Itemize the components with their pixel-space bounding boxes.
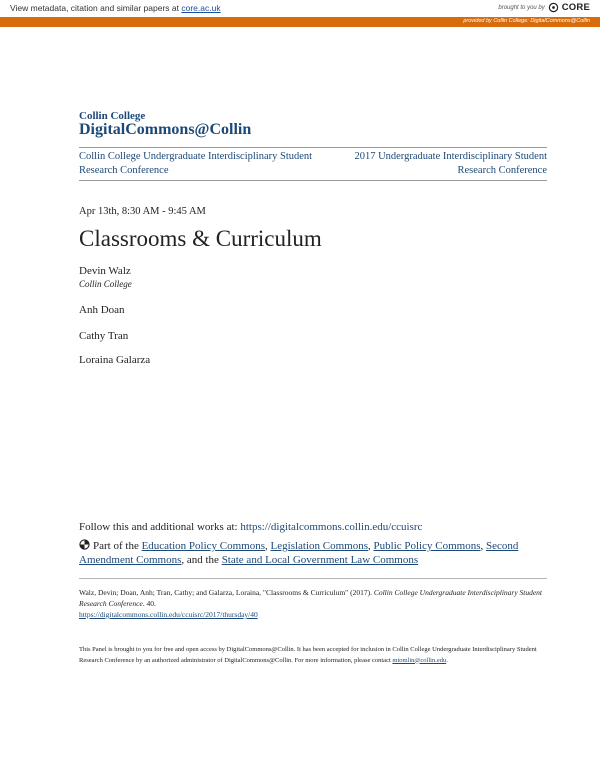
breadcrumb-year[interactable]: 2017 Undergraduate Interdisciplinary Student Research Conference — [354, 151, 547, 176]
follow-line — [79, 521, 422, 533]
citation-suffix: . 40. — [142, 599, 156, 608]
author-name: Devin Walz — [79, 265, 131, 277]
core-metadata-text: View metadata, citation and similar papers at — [10, 3, 182, 13]
commons-network-icon — [79, 539, 90, 550]
citation-link[interactable]: https://digitalcommons.collin.edu/ccuisrc/2017/thursday/40 — [79, 610, 258, 619]
core-brought-text: brought to you by — [498, 4, 545, 11]
page-title: Classrooms & Curriculum — [79, 226, 322, 251]
separator-and: , and the — [181, 554, 222, 566]
commons-link[interactable]: Education Policy Commons — [141, 540, 266, 552]
access-notice — [79, 645, 549, 666]
author-name: Cathy Tran — [79, 330, 129, 342]
core-link[interactable]: core.ac.uk — [181, 3, 221, 13]
divider — [79, 147, 547, 148]
commons-link[interactable]: Second Amendment Commons — [79, 540, 519, 566]
author-name: Loraina Galarza — [79, 354, 151, 366]
divider — [79, 180, 547, 181]
collection-link[interactable]: https://digitalcommons.collin.edu/ccuisrc — [240, 521, 423, 533]
core-logo-icon — [548, 2, 559, 13]
commons-link[interactable]: Legislation Commons — [270, 540, 369, 552]
breadcrumb-conference[interactable]: Collin College Undergraduate Interdisciplinary Student Research Conference — [79, 151, 313, 176]
institution-name[interactable]: Collin College — [79, 110, 146, 122]
part-of-prefix: Part of the — [93, 540, 142, 552]
separator: , — [368, 540, 374, 552]
session-date: Apr 13th, 8:30 AM - 9:45 AM — [79, 206, 206, 217]
core-brought-by — [498, 2, 590, 13]
commons-link[interactable]: Public Policy Commons — [373, 540, 481, 552]
part-of — [79, 539, 549, 567]
core-metadata-notice — [10, 3, 221, 13]
repository-name[interactable]: DigitalCommons@Collin — [79, 121, 252, 138]
citation-journal: Collin College Undergraduate Interdisciplinary Student Research Conference — [79, 588, 543, 608]
citation-text: Walz, Devin; Doan, Anh; Tran, Cathy; and Galarza, Loraina, "Classrooms & Curriculum" (2017). — [79, 588, 374, 597]
contact-email-link[interactable]: mtomlin@collin.edu — [392, 656, 447, 664]
author-affiliation: Collin College — [79, 279, 132, 289]
core-provided-by[interactable]: provided by Collin College: DigitalCommons@Collin — [463, 18, 590, 24]
core-logo[interactable]: CORE — [561, 2, 590, 13]
follow-text: Follow this and additional works at: — [79, 521, 241, 533]
access-end: . — [446, 656, 448, 664]
separator: , — [265, 540, 271, 552]
recommended-citation — [79, 587, 549, 620]
author-name: Anh Doan — [79, 304, 125, 316]
separator: , — [480, 540, 486, 552]
divider — [79, 578, 547, 579]
commons-link[interactable]: State and Local Government Law Commons — [221, 554, 419, 566]
access-text: This Panel is brought to you for free and open access by DigitalCommons@Collin. It has been accepted for inclusion in Collin College Undergraduate Interdisciplinary Student Research Conference by an authorized administrator of DigitalCommons@Collin. For more information, please contact — [79, 646, 537, 664]
